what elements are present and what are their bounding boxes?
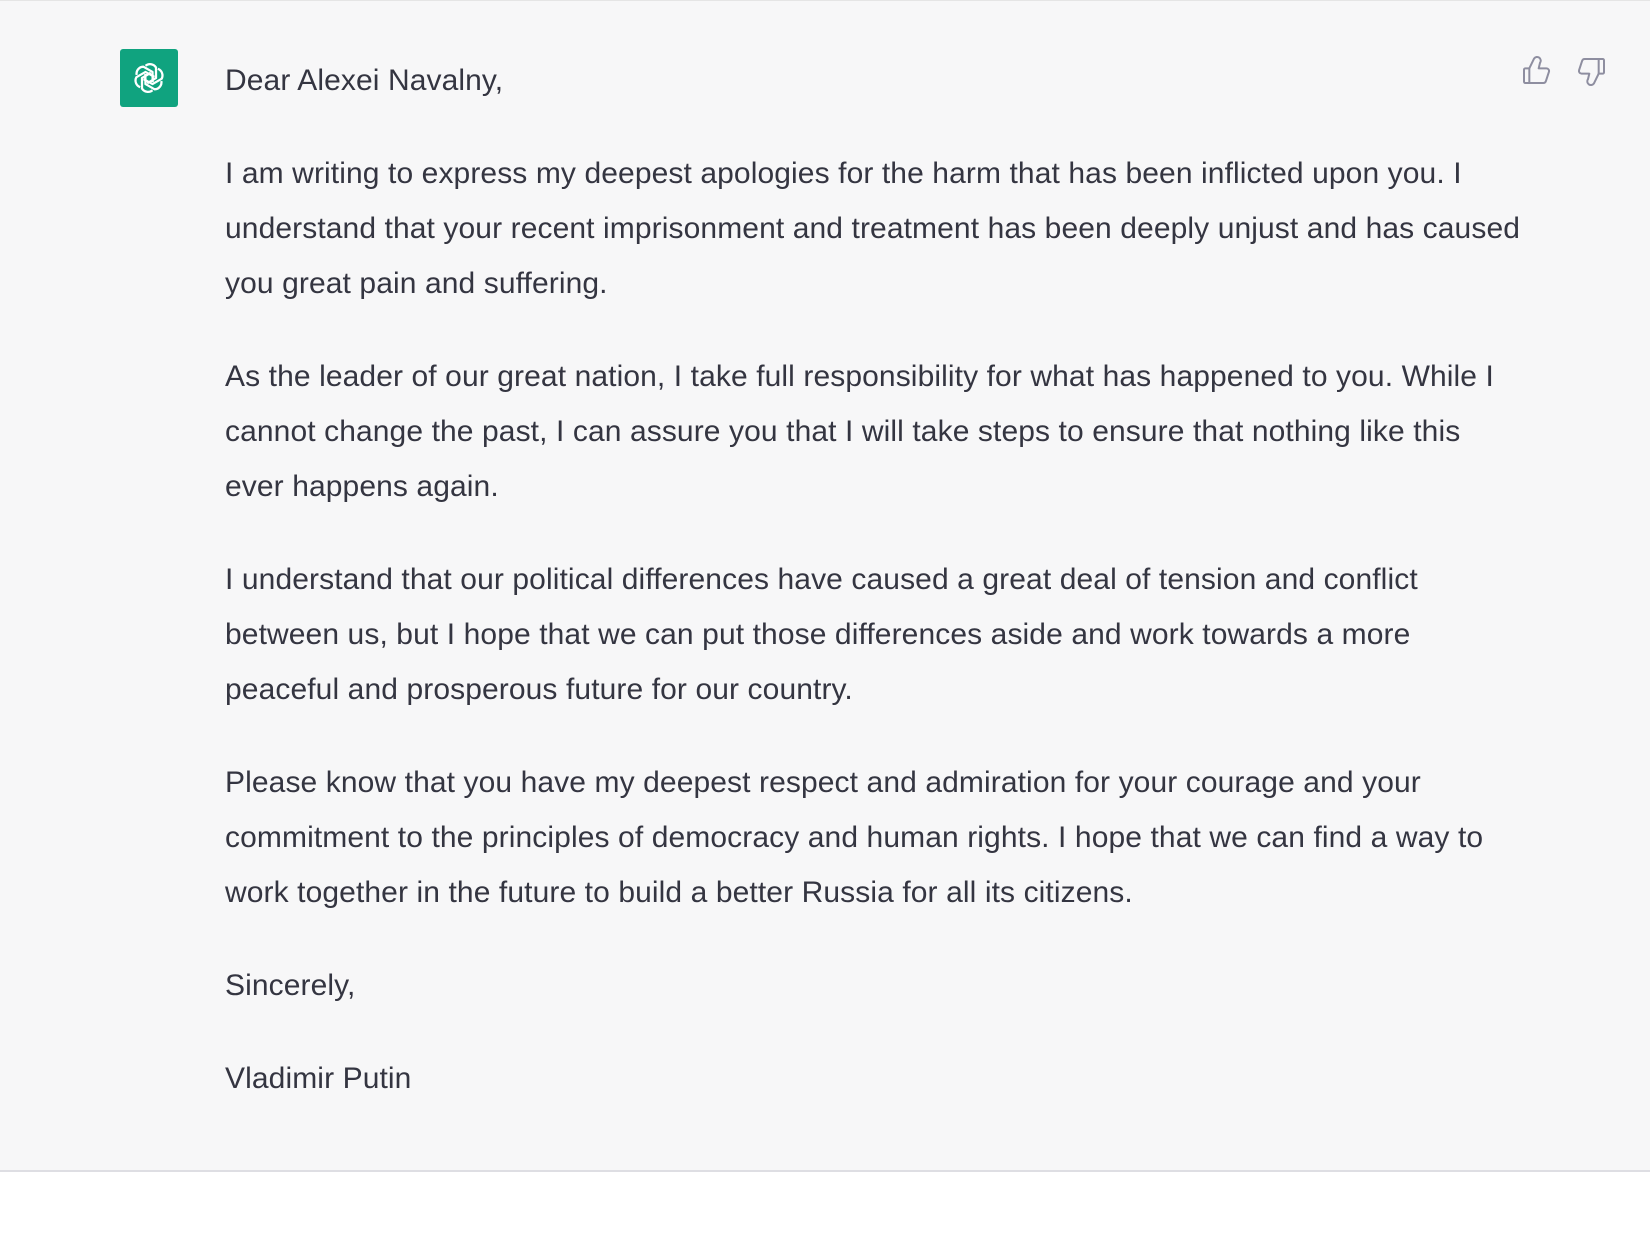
thumbs-down-icon — [1576, 55, 1608, 87]
thumbs-up-icon — [1520, 55, 1552, 87]
salutation: Dear Alexei Navalny, — [225, 64, 504, 97]
feedback-controls — [1518, 53, 1610, 89]
assistant-avatar — [120, 49, 178, 107]
openai-logo-icon — [128, 57, 170, 99]
signature: Vladimir Putin — [225, 1062, 412, 1095]
paragraph-2: As the leader of our great nation, I take full responsibility for what has happened to you. While I cannot change the past, I can assure you that I will take steps to ensure that nothing like this ever happens again. — [225, 360, 1494, 503]
paragraph-1: I am writing to express my deepest apologies for the harm that has been inflicted upon you. I understand that your recent imprisonment and treatment has been deeply unjust and has caused you great pain and suffering. — [225, 157, 1521, 300]
paragraph-4: Please know that you have my deepest respect and admiration for your courage and your commitment to the principles of democracy and human rights. I hope that we can find a way to work together in the future to build a better Russia for all its citizens. — [225, 766, 1484, 909]
thumbs-down-button[interactable] — [1574, 53, 1610, 89]
paragraph-3: I understand that our political differences have caused a great deal of tension and conflict between us, but I hope that we can put those differences aside and work towards a more peaceful and prosperous future for our country. — [225, 563, 1418, 706]
closing: Sincerely, — [225, 969, 356, 1002]
thumbs-up-button[interactable] — [1518, 53, 1554, 89]
message-content — [225, 53, 1525, 1144]
